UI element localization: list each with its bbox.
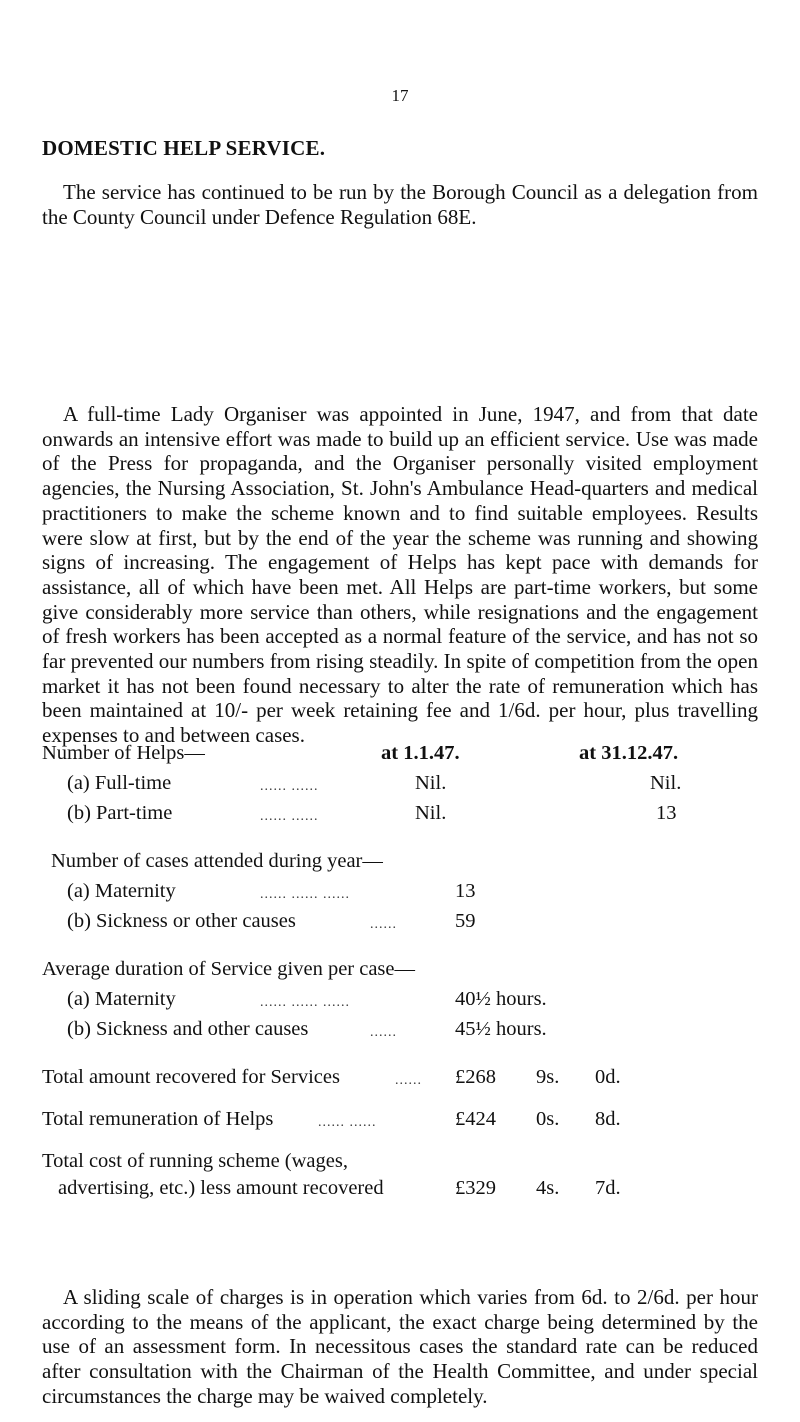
paragraph-sliding-scale: A sliding scale of charges is in operation which varies from 6d. to 2/6d. per hour according to the means of the applicant, the exact charge being determined by the use of an assessment form. In necessitous cases the standard rate can be reduced after consultation with the Chairman of the Health Committee, and under special circumstances the charge may be waived completely. xyxy=(42,1285,758,1408)
duration-maternity-value: 40½ hours. xyxy=(455,988,547,1010)
helps-header-row xyxy=(42,741,758,771)
full-time-label: (a) Full-time xyxy=(67,772,172,794)
total-recovered-shillings: 9s. xyxy=(536,1066,560,1088)
cases-maternity-label: (a) Maternity xyxy=(67,880,176,902)
total-recovered-pence: 0d. xyxy=(595,1066,621,1088)
paragraph-delegation: The service has continued to be run by the Borough Council as a delegation from the County Council under Defence Regulation 68E. xyxy=(42,180,758,229)
total-remuneration-row xyxy=(42,1107,758,1137)
cases-sickness-label: (b) Sickness or other causes xyxy=(67,910,296,932)
total-remuneration-pounds: £424 xyxy=(455,1108,496,1130)
leader-dots: ...... ...... xyxy=(318,1115,377,1130)
duration-maternity-label: (a) Maternity xyxy=(67,988,176,1010)
statistics-table xyxy=(42,741,758,1206)
total-recovered-row xyxy=(42,1065,758,1095)
cases-sickness-row xyxy=(42,909,758,939)
duration-header-row xyxy=(42,957,758,987)
duration-sickness-value: 45½ hours. xyxy=(455,1018,547,1040)
total-recovered-pounds: £268 xyxy=(455,1066,496,1088)
part-time-col1: Nil. xyxy=(415,802,447,824)
cases-label: Number of cases attended during year— xyxy=(51,850,383,872)
helps-col2-header: at 31.12.47. xyxy=(579,742,679,764)
leader-dots: ...... ...... xyxy=(260,809,319,824)
total-recovered-label: Total amount recovered for Services xyxy=(42,1066,340,1088)
total-remuneration-shillings: 0s. xyxy=(536,1108,560,1130)
helps-col1-header: at 1.1.47. xyxy=(381,742,460,764)
duration-maternity-row xyxy=(42,987,758,1017)
duration-sickness-row xyxy=(42,1017,758,1047)
total-remuneration-pence: 8d. xyxy=(595,1108,621,1130)
helps-part-time-row xyxy=(42,801,758,831)
duration-label: Average duration of Service given per case— xyxy=(42,958,416,980)
leader-dots: ...... ...... ...... xyxy=(260,995,350,1010)
helps-full-time-row xyxy=(42,771,758,801)
leader-dots: ...... xyxy=(370,1025,397,1040)
cases-sickness-value: 59 xyxy=(455,910,476,932)
total-cost-shillings: 4s. xyxy=(536,1177,560,1199)
page-number: 17 xyxy=(391,86,409,105)
total-cost-row-2 xyxy=(42,1176,758,1206)
cases-maternity-row xyxy=(42,879,758,909)
total-cost-pounds: £329 xyxy=(455,1177,496,1199)
total-cost-row-1 xyxy=(42,1149,758,1179)
leader-dots: ...... ...... xyxy=(260,779,319,794)
total-cost-pence: 7d. xyxy=(595,1177,621,1199)
total-remuneration-label: Total remuneration of Helps xyxy=(42,1108,274,1130)
leader-dots: ...... xyxy=(395,1073,422,1088)
part-time-col2: 13 xyxy=(656,802,677,824)
total-cost-label-2: advertising, etc.) less amount recovered xyxy=(58,1177,384,1199)
leader-dots: ...... ...... ...... xyxy=(260,887,350,902)
cases-header-row xyxy=(42,849,758,879)
part-time-label: (b) Part-time xyxy=(67,802,173,824)
duration-sickness-label: (b) Sickness and other causes xyxy=(67,1018,309,1040)
full-time-col2: Nil. xyxy=(650,772,682,794)
leader-dots: ...... xyxy=(370,917,397,932)
full-time-col1: Nil. xyxy=(415,772,447,794)
paragraph-organiser: A full-time Lady Organiser was appointed in June, 1947, and from that date onwards an intensive effort was made to build up an efficient service. Use was made of the Press for propaganda, and the Organiser personally visited employment agencies, the Nursing Association, St. John's Ambulance Head-quarters and medical practitioners to make the scheme known and to find suitable employees. Results were slow at first, but by the end of the year the scheme was running and showing signs of increasing. The engagement of Helps has kept pace with demands for assistance, all of which have been met. All Helps are part-time workers, but some give considerably more service than others, while resignations and the engagement of fresh workers has been accepted as a normal feature of the service, and has not so far prevented our numbers from rising steadily. In spite of competition from the open market it has not been found necessary to alter the rate of remuneration which has been maintained at 10/- per week retaining fee and 1/6d. per hour, plus travelling expenses to and between cases. xyxy=(42,402,758,748)
total-cost-label-1: Total cost of running scheme (wages, xyxy=(42,1150,348,1172)
helps-label: Number of Helps— xyxy=(42,742,205,764)
section-heading: DOMESTIC HELP SERVICE. xyxy=(42,136,326,160)
cases-maternity-value: 13 xyxy=(455,880,476,902)
